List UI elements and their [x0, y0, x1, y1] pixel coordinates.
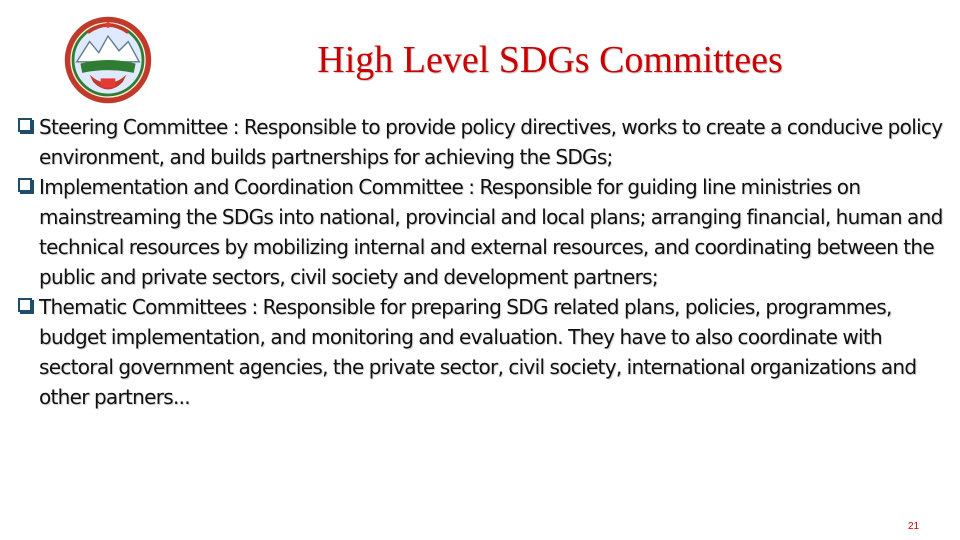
bullet-list [18, 112, 948, 412]
checkbox-bullet-icon [18, 118, 32, 132]
bullet-text: Implementation and Coordination Committee : Responsible for guiding line ministries on mainstreaming the SDGs into national, provincial and local plans; arranging financial, human and technical resources by mobilizing internal and external resources, and coordinating between the public and private sectors, civil society and development partners; [39, 175, 943, 289]
page-title: High Level SDGs Committees [317, 39, 783, 81]
bullet-text: Steering Committee : Responsible to provide policy directives, works to create a conducive policy environment, and builds partnerships for achieving the SDGs; [39, 115, 943, 169]
nepal-coat-of-arms-icon [62, 14, 154, 106]
bullet-thematic-committees [18, 292, 948, 412]
bullet-implementation-coordination-committee [18, 172, 948, 292]
bullet-text: Thematic Committees : Responsible for preparing SDG related plans, policies, programmes, budget implementation, and monitoring and evaluation. They have to also coordinate with sectoral government agencies, the private sector, civil society, international organizations and other partners... [39, 295, 917, 409]
page-number: 21 [908, 521, 920, 532]
checkbox-bullet-icon [18, 298, 32, 312]
bullet-steering-committee [18, 112, 948, 172]
checkbox-bullet-icon [18, 178, 32, 192]
